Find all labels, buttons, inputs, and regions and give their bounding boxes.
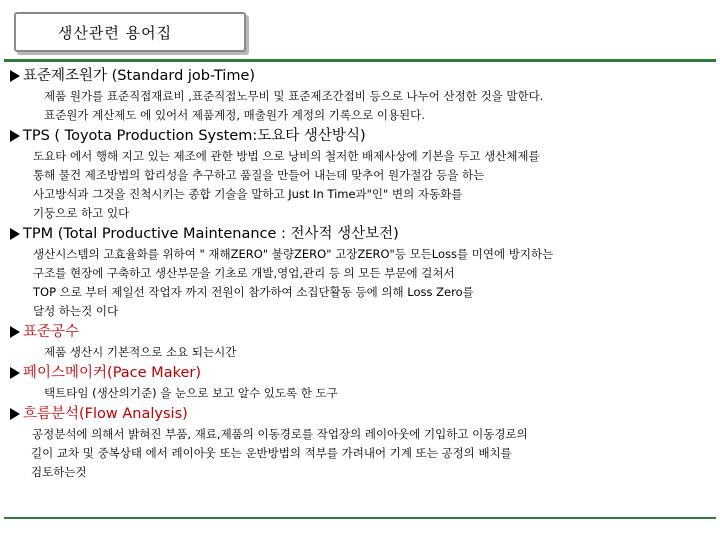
triangle-bullet-icon	[10, 408, 20, 420]
triangle-bullet-icon	[10, 228, 20, 240]
entry-heading-text: 페이스메이커(Pace Maker)	[23, 365, 201, 381]
entry-line: 제품 원가를 표준직접재료비 ,표준직접노무비 및 표준제조간접비 등으로 나누어 산정한 것을 말한다.	[44, 89, 544, 103]
entry-line: 도요타 에서 행해 지고 있는 제조에 관한 방법 으로 낭비의 철저한 배제사상에 기본을 두고 생산체제를	[33, 149, 540, 163]
triangle-bullet-icon	[10, 326, 20, 338]
glossary-entry-standard-cost	[10, 65, 710, 125]
entry-line: 생산시스템의 고효율화를 위하여 " 재해ZERO" 불량ZERO" 고장ZERO"등 모든Loss를 미연에 방지하는	[33, 247, 554, 261]
entry-line: 표준원가 계산제도 에 있어서 제품계정, 매출원가 계정의 기록으로 이용된다.	[44, 108, 425, 122]
triangle-bullet-icon	[10, 70, 20, 82]
entry-line: 길이 교차 및 중복상태 에서 레이아웃 또는 운반방법의 적부를 가려내어 기계 또는 공정의 배치를	[31, 446, 512, 460]
entry-heading	[10, 125, 710, 147]
entry-heading-text: TPS ( Toyota Production System:도요타 생산방식)	[23, 128, 366, 144]
entry-heading	[10, 362, 710, 384]
entry-heading-text: 표준공수	[23, 324, 80, 340]
entry-line: 기둥으로 하고 있다	[33, 206, 130, 220]
entry-heading-text: 흐름분석(Flow Analysis)	[23, 406, 188, 422]
glossary	[10, 65, 710, 482]
entry-heading	[10, 321, 710, 343]
entry-line: 제품 생산시 기본적으로 소요 되는시간	[44, 345, 237, 359]
entry-heading	[10, 403, 710, 425]
glossary-entry-tps	[10, 125, 710, 223]
glossary-entry-standard-manhours	[10, 321, 710, 362]
entry-line: 검토하는것	[31, 465, 87, 479]
glossary-entry-flow-analysis	[10, 403, 710, 482]
entry-line: 택트타임 (생산의기준) 을 눈으로 보고 알수 있도록 한 도구	[44, 386, 338, 400]
title-box	[14, 12, 246, 52]
bottom-divider	[4, 517, 716, 519]
triangle-bullet-icon	[10, 130, 20, 142]
glossary-entry-tpm	[10, 223, 710, 321]
entry-line: 구조를 현장에 구축하고 생산부문을 기초로 개발,영업,관리 등 의 모든 부문에 걸쳐서	[33, 266, 455, 280]
entry-line: 공정분석에 의해서 밝혀진 부품, 재료,제품의 이동경로를 작업장의 레이아웃에 기입하고 이동경로의	[32, 427, 528, 441]
glossary-entry-pace-maker	[10, 362, 710, 403]
entry-line: 사고방식과 그것을 진척시키는 종합 기술을 말하고 Just In Time과"인" 변의 자동화를	[33, 187, 463, 201]
entry-heading	[10, 223, 710, 245]
triangle-bullet-icon	[10, 367, 20, 379]
entry-line: TOP 으로 부터 제일선 작업자 까지 전원이 참가하여 소집단활동 등에 의해 Loss Zero를	[33, 285, 474, 299]
top-divider	[4, 59, 716, 62]
page-title: 생산관련 용어집	[57, 23, 173, 42]
entry-line: 통해 물건 제조방법의 합리성을 추구하고 품질을 만들어 내는데 맞추어 원가절감 등을 하는	[33, 168, 485, 182]
entry-heading-text: TPM (Total Productive Maintenance : 전사적 생산보전)	[23, 226, 399, 242]
entry-heading-text: 표준제조원가 (Standard job-Time)	[23, 68, 256, 84]
entry-heading	[10, 65, 710, 87]
entry-line: 달성 하는것 이다	[33, 304, 119, 318]
